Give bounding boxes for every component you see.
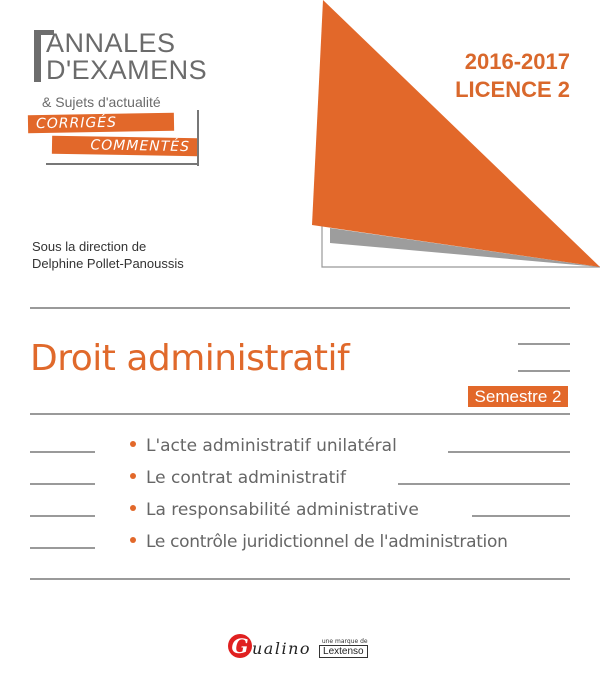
topic-label: La responsabilité administrative <box>146 500 419 520</box>
series-subtitle: & Sujets d'actualité <box>42 94 161 110</box>
divider-short <box>518 370 570 372</box>
direction <box>32 238 184 272</box>
series-title-line1: ANNALES <box>46 28 176 58</box>
topic-item <box>130 468 346 488</box>
bullet-icon <box>130 537 136 543</box>
dash <box>448 451 570 453</box>
dash <box>30 515 95 517</box>
publisher-name: ualino <box>252 639 312 658</box>
gualino-g-icon: G <box>228 634 252 658</box>
divider <box>30 307 570 309</box>
semester-badge: Semestre 2 <box>468 386 568 407</box>
dash <box>30 483 95 485</box>
publisher-logo <box>228 634 368 658</box>
edition-year: 2016-2017 <box>464 49 570 74</box>
divider <box>30 413 570 415</box>
triangle <box>312 0 600 267</box>
lextenso-logo <box>319 638 368 658</box>
topic-item <box>130 532 508 552</box>
dash <box>398 483 570 485</box>
bullet-icon <box>130 441 136 447</box>
edition-info <box>455 48 570 104</box>
dash <box>30 547 95 549</box>
bullet-icon <box>130 505 136 511</box>
author-name: Delphine Pollet-Panoussis <box>32 256 184 271</box>
series-title-line2: D'EXAMENS <box>46 55 208 85</box>
topic-item <box>130 436 397 456</box>
dash <box>30 451 95 453</box>
dash <box>472 515 570 517</box>
tag-corriges: CORRIGÉS <box>28 113 174 134</box>
divider <box>30 578 570 580</box>
topic-label: L'acte administratif unilatéral <box>146 436 397 456</box>
gualino-logo <box>228 634 311 658</box>
edition-level: LICENCE 2 <box>455 77 570 102</box>
topic-label: Le contrôle juridictionnel de l'administration <box>146 532 508 552</box>
direction-label: Sous la direction de <box>32 239 147 254</box>
topic-label: Le contrat administratif <box>146 468 346 488</box>
bullet-icon <box>130 473 136 479</box>
publisher-group: Lextenso <box>319 645 368 658</box>
divider-short <box>518 343 570 345</box>
publisher-tagline: une marque de <box>321 638 368 645</box>
book-title: Droit administratif <box>30 338 350 379</box>
topic-item <box>130 500 419 520</box>
tag-commentes: COMMENTÉS <box>52 136 198 157</box>
